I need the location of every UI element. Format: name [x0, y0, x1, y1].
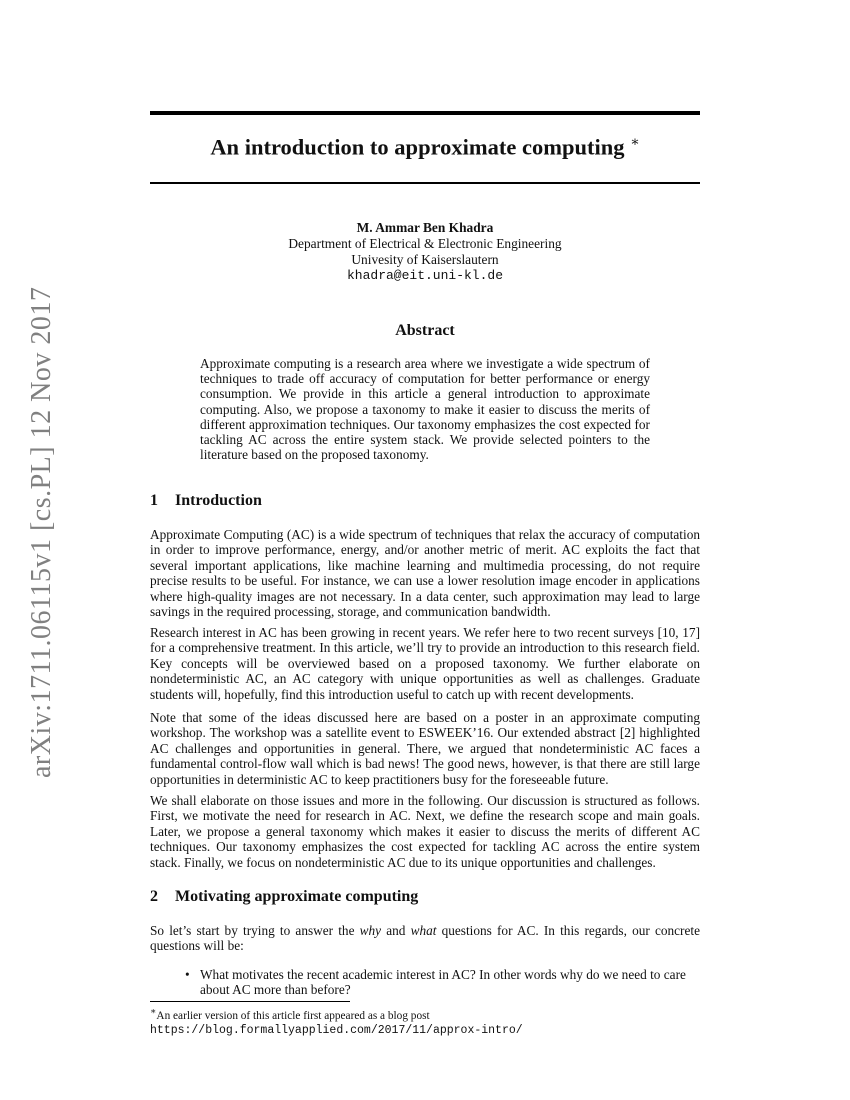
title-top-rule	[150, 111, 700, 115]
footnote	[150, 1005, 705, 1038]
title-bottom-rule	[150, 182, 700, 184]
section-2-heading	[150, 888, 418, 906]
section-1-number: 1	[150, 492, 158, 509]
what-emphasis: what	[410, 923, 437, 938]
bullet-text: What motivates the recent academic interest in AC? In other words why do we need to care about AC more than before?	[200, 967, 686, 998]
motivation-text-b: and	[381, 923, 411, 938]
section-1-title: Introduction	[175, 492, 262, 509]
paper-title-text: An introduction to approximate computing	[210, 134, 625, 160]
motivation-text-a: So let’s start by trying to answer the	[150, 923, 360, 938]
bullet-icon: •	[185, 967, 190, 982]
footnote-rule	[150, 1001, 350, 1002]
footnote-url-link[interactable]: https://blog.formallyapplied.com/2017/11/approx-intro/	[150, 1023, 523, 1037]
arxiv-identifier: arXiv:1711.06115v1 [cs.PL] 12 Nov 2017	[26, 286, 57, 778]
footnote-mark: ∗	[150, 1007, 157, 1017]
why-emphasis: why	[359, 923, 382, 938]
section-1-heading	[150, 492, 262, 510]
intro-paragraph-3: Note that some of the ideas discussed here are based on a poster in an approximate computing workshop. The workshop was a satellite event to ESWEEK’16. Our extended abstract [2] highlighted AC challenges and opportunities in general. There, we argued that nondeterministic AC faces a fundamental control-flow wall which is bad news! The good news, however, is that there are still large opportunities in deterministic AC to keep practitioners busy for the foreseeable future.	[150, 710, 700, 787]
intro-paragraph-1: Approximate Computing (AC) is a wide spectrum of techniques that relax the accuracy of computation in order to improve performance, energy, and/or another metric of merit. AC exploits the fact that several important applications, like machine learning and multimedia processing, do not require precise results to be useful. For instance, we can use a lower resolution image encoder in applications where high-quality images are not necessary. In a data center, such approximation may lead to large savings in the required processing, storage, and communication bandwidth.	[150, 527, 700, 620]
section-2-number: 2	[150, 888, 158, 905]
list-item	[185, 967, 700, 998]
author-university: Univesity of Kaiserslautern	[351, 252, 499, 267]
abstract-heading: Abstract	[395, 322, 455, 339]
intro-paragraph-4: We shall elaborate on those issues and more in the following. Our discussion is structured as follows. First, we motivate the need for research in AC. Next, we define the research scope and main goals. Later, we propose a general taxonomy which makes it easier to discuss the merits of different AC techniques. Our taxonomy emphasizes the cost expected for tackling AC across the entire system stack. Finally, we focus on nondeterministic AC due to its unique opportunities and challenges.	[150, 793, 700, 870]
author-name: M. Ammar Ben Khadra	[356, 220, 494, 235]
author-block	[150, 220, 700, 284]
footnote-text: An earlier version of this article first appeared as a blog post	[156, 1009, 430, 1022]
paper-title	[150, 134, 700, 161]
intro-paragraph-2: Research interest in AC has been growing in recent years. We refer here to two recent surveys [10, 17] for a comprehensive treatment. In this article, we’ll try to provide an introduction to this research field. Key concepts will be overviewed based on a proposed taxonomy. We further elaborate on nondeterministic AC, an AC category with unique opportunities as well as challenges. Graduate students will, hopefully, find this introduction useful to catch up with recent developments.	[150, 625, 700, 702]
motivation-paragraph	[150, 923, 700, 954]
title-footnote-mark: ∗	[630, 135, 640, 150]
abstract-text: Approximate computing is a research area where we investigate a wide spectrum of techniques to trade off accuracy of computation for better performance or energy consumption. We provide in this article a general introduction to approximate computing. Also, we propose a taxonomy to make it easier to discuss the merits of different approximation techniques. Our taxonomy emphasizes the cost expected for tackling AC across the entire system stack. We provide selected pointers to the literature based on the proposed taxonomy.	[200, 356, 650, 463]
section-2-title: Motivating approximate computing	[175, 888, 419, 905]
author-department: Department of Electrical & Electronic Engineering	[288, 236, 562, 251]
motivation-text-c: questions for AC. In this regards, our concrete questions will be:	[150, 923, 700, 954]
author-email[interactable]: khadra@eit.uni-kl.de	[346, 268, 504, 283]
